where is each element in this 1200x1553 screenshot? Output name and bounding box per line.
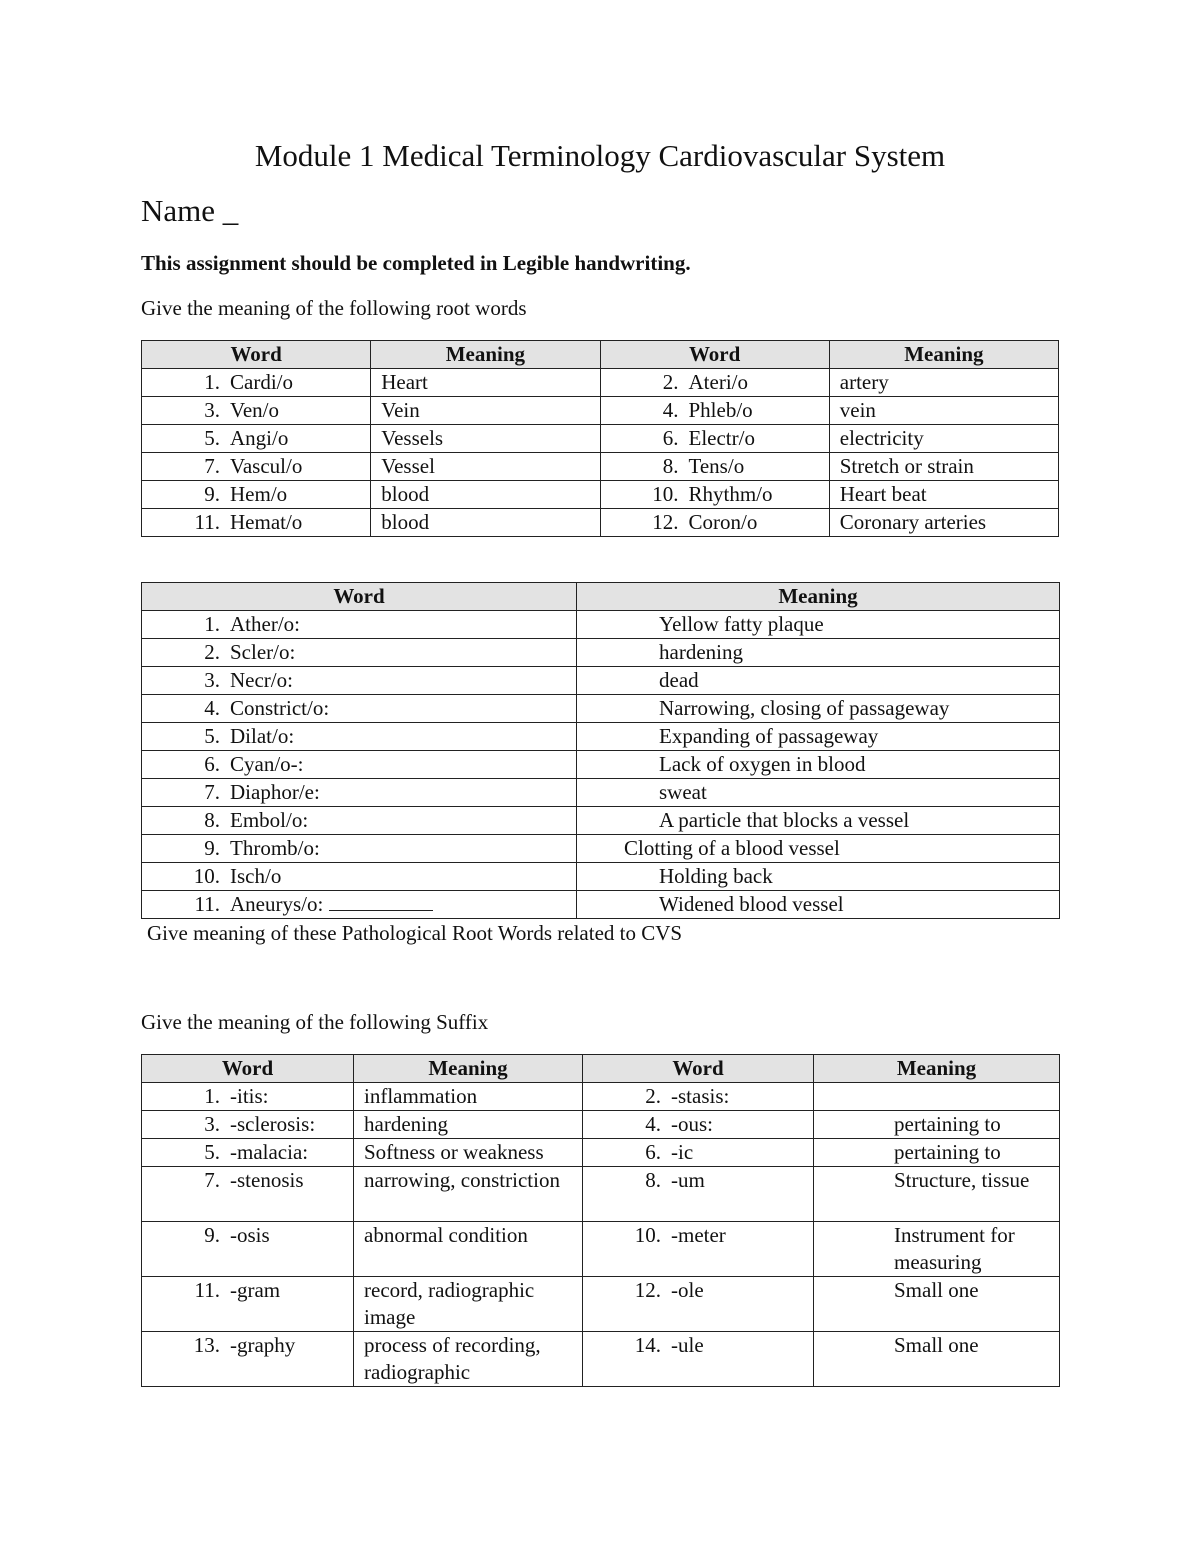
word-cell — [142, 481, 371, 509]
table-row — [142, 453, 1059, 481]
table-row — [142, 835, 1060, 863]
meaning-cell: Narrowing, closing of passageway — [577, 695, 1060, 723]
word-cell — [142, 1332, 354, 1387]
root-word: Aneurys/o: — [230, 892, 324, 916]
suffix: -ole — [671, 1278, 704, 1302]
page-title: Module 1 Medical Terminology Cardiovascular System — [254, 138, 946, 173]
item-number: 1. — [204, 370, 220, 394]
table-row — [142, 1222, 1060, 1277]
item-number: 3. — [204, 668, 220, 692]
meaning-cell: Small one — [814, 1332, 1060, 1387]
word-cell — [142, 509, 371, 537]
root-word: Dilat/o: — [230, 724, 295, 748]
meaning-cell: Lack of oxygen in blood — [577, 751, 1060, 779]
suffix: -ule — [671, 1333, 704, 1357]
table-row — [142, 1111, 1060, 1139]
item-number: 6. — [645, 1140, 661, 1164]
word-cell — [142, 1083, 354, 1111]
meaning-cell: artery — [829, 369, 1058, 397]
meaning-cell: dead — [577, 667, 1060, 695]
suffix: -sclerosis: — [230, 1112, 316, 1136]
meaning-cell: Heart — [371, 369, 600, 397]
word-cell — [142, 397, 371, 425]
suffix-table — [141, 1054, 1060, 1387]
word-cell — [583, 1332, 814, 1387]
item-number: 9. — [204, 482, 220, 506]
word-cell — [142, 779, 577, 807]
meaning-cell: vein — [829, 397, 1058, 425]
word-cell — [142, 891, 577, 919]
item-number: 10. — [652, 482, 679, 506]
instruction-text: This assignment should be completed in Legible handwriting. — [141, 251, 691, 275]
root-word: Coron/o — [688, 510, 758, 534]
word-cell — [583, 1167, 814, 1222]
item-number: 11. — [194, 1278, 220, 1302]
word-cell — [600, 425, 829, 453]
item-number: 14. — [634, 1333, 661, 1357]
meaning-cell: A particle that blocks a vessel — [577, 807, 1060, 835]
root-word: Tens/o — [688, 454, 745, 478]
table-row — [142, 509, 1059, 537]
word-cell — [583, 1277, 814, 1332]
item-number: 1. — [204, 1084, 220, 1108]
item-number: 13. — [193, 1333, 220, 1357]
word-cell — [142, 1111, 354, 1139]
word-cell — [142, 835, 577, 863]
word-cell — [600, 509, 829, 537]
meaning-cell: Vessel — [371, 453, 600, 481]
table-row — [142, 481, 1059, 509]
word-cell — [142, 1222, 354, 1277]
meaning-cell: process of recording, radiographic — [354, 1332, 583, 1387]
word-cell — [142, 369, 371, 397]
table-header-row — [142, 341, 1059, 369]
root-word: Rhythm/o — [688, 482, 773, 506]
pathological-roots-table — [141, 582, 1060, 919]
word-cell — [142, 723, 577, 751]
table-row — [142, 695, 1060, 723]
item-number: 11. — [194, 510, 220, 534]
item-number: 6. — [204, 752, 220, 776]
table-row — [142, 891, 1060, 919]
table-row — [142, 1167, 1060, 1222]
meaning-cell: Holding back — [577, 863, 1060, 891]
root-word: Isch/o — [230, 864, 282, 888]
word-cell — [600, 481, 829, 509]
meaning-cell: hardening — [354, 1111, 583, 1139]
meaning-cell: Structure, tissue — [814, 1167, 1060, 1222]
item-number: 3. — [204, 1112, 220, 1136]
suffix: -osis — [230, 1223, 270, 1247]
word-cell — [142, 751, 577, 779]
root-word: Diaphor/e: — [230, 780, 320, 804]
item-number: 1. — [204, 612, 220, 636]
table-row — [142, 639, 1060, 667]
suffix: -um — [671, 1168, 705, 1192]
column-header-word: Word — [142, 1055, 354, 1083]
word-cell — [583, 1139, 814, 1167]
item-number: 4. — [645, 1112, 661, 1136]
item-number: 8. — [662, 454, 679, 478]
root-word: Ather/o: — [230, 612, 300, 636]
meaning-cell: blood — [371, 481, 600, 509]
meaning-cell: Expanding of passageway — [577, 723, 1060, 751]
meaning-cell: Coronary arteries — [829, 509, 1058, 537]
item-number: 2. — [645, 1084, 661, 1108]
meaning-cell: Vessels — [371, 425, 600, 453]
item-number: 5. — [204, 426, 220, 450]
root-word: Hemat/o — [230, 510, 303, 534]
suffix: -stasis: — [671, 1084, 730, 1108]
meaning-cell: Heart beat — [829, 481, 1058, 509]
item-number: 3. — [204, 398, 220, 422]
meaning-cell: pertaining to — [814, 1111, 1060, 1139]
meaning-cell: hardening — [577, 639, 1060, 667]
name-label: Name _ — [141, 193, 239, 228]
meaning-cell: electricity — [829, 425, 1058, 453]
word-cell — [142, 1167, 354, 1222]
column-header-word: Word — [142, 583, 577, 611]
column-header-meaning: Meaning — [829, 341, 1058, 369]
column-header-meaning: Meaning — [814, 1055, 1060, 1083]
meaning-cell: abnormal condition — [354, 1222, 583, 1277]
table-row — [142, 1139, 1060, 1167]
root-word: Embol/o: — [230, 808, 309, 832]
table-row — [142, 751, 1060, 779]
table-header-row — [142, 1055, 1060, 1083]
word-cell — [600, 369, 829, 397]
column-header-word: Word — [600, 341, 829, 369]
meaning-cell: inflammation — [354, 1083, 583, 1111]
suffix: -meter — [671, 1223, 726, 1247]
root-word: Ateri/o — [688, 370, 748, 394]
table-row — [142, 667, 1060, 695]
root-word: Thromb/o: — [230, 836, 320, 860]
suffix: -graphy — [230, 1333, 296, 1357]
item-number: 8. — [645, 1168, 661, 1192]
table-row — [142, 397, 1059, 425]
table-row — [142, 425, 1059, 453]
table-row — [142, 1277, 1060, 1332]
word-cell — [142, 667, 577, 695]
item-number: 5. — [204, 724, 220, 748]
item-number: 11. — [194, 892, 220, 916]
meaning-cell: Small one — [814, 1277, 1060, 1332]
column-header-meaning: Meaning — [354, 1055, 583, 1083]
word-cell — [142, 863, 577, 891]
word-cell — [142, 611, 577, 639]
suffix: -malacia: — [230, 1140, 309, 1164]
word-cell — [142, 639, 577, 667]
word-cell — [142, 1277, 354, 1332]
table-row — [142, 611, 1060, 639]
meaning-cell: Yellow fatty plaque — [577, 611, 1060, 639]
suffix: -ous: — [671, 1112, 713, 1136]
root-word: Cyan/o-: — [230, 752, 304, 776]
item-number: 4. — [662, 398, 679, 422]
table-row — [142, 807, 1060, 835]
suffix: -gram — [230, 1278, 281, 1302]
suffix: -stenosis — [230, 1168, 304, 1192]
meaning-cell: Instrument for measuring — [814, 1222, 1060, 1277]
word-cell — [600, 453, 829, 481]
meaning-cell: narrowing, constriction — [354, 1167, 583, 1222]
word-cell — [583, 1083, 814, 1111]
meaning-cell: Widened blood vessel — [577, 891, 1060, 919]
meaning-cell — [814, 1083, 1060, 1111]
table-row — [142, 863, 1060, 891]
column-header-word: Word — [583, 1055, 814, 1083]
meaning-cell: Vein — [371, 397, 600, 425]
meaning-cell: Softness or weakness — [354, 1139, 583, 1167]
item-number: 2. — [204, 640, 220, 664]
word-cell — [142, 453, 371, 481]
meaning-cell: Clotting of a blood vessel — [577, 835, 1060, 863]
root-word: Electr/o — [688, 426, 755, 450]
suffix: -itis: — [230, 1084, 269, 1108]
table-row — [142, 779, 1060, 807]
word-cell — [583, 1111, 814, 1139]
pathological-roots-caption: Give meaning of these Pathological Root Words related to CVS — [147, 921, 683, 945]
item-number: 10. — [634, 1223, 661, 1247]
item-number: 12. — [634, 1278, 661, 1302]
root-word: Cardi/o — [230, 370, 293, 394]
word-cell — [142, 425, 371, 453]
column-header-word: Word — [142, 341, 371, 369]
item-number: 7. — [204, 454, 220, 478]
meaning-cell: pertaining to — [814, 1139, 1060, 1167]
item-number: 2. — [662, 370, 679, 394]
item-number: 12. — [652, 510, 679, 534]
table-header-row — [142, 583, 1060, 611]
root-word: Phleb/o — [688, 398, 753, 422]
column-header-meaning: Meaning — [371, 341, 600, 369]
word-cell — [142, 807, 577, 835]
table-row — [142, 1083, 1060, 1111]
table-row — [142, 723, 1060, 751]
word-cell — [142, 1139, 354, 1167]
root-word: Vascul/o — [230, 454, 303, 478]
item-number: 7. — [204, 1168, 220, 1192]
meaning-cell: sweat — [577, 779, 1060, 807]
item-number: 5. — [204, 1140, 220, 1164]
table-row — [142, 1332, 1060, 1387]
item-number: 6. — [662, 426, 679, 450]
root-word: Hem/o — [230, 482, 288, 506]
item-number: 9. — [204, 1223, 220, 1247]
root-word: Ven/o — [230, 398, 279, 422]
word-cell — [142, 695, 577, 723]
root-word: Angi/o — [230, 426, 289, 450]
root-words-table — [141, 340, 1059, 537]
column-header-meaning: Meaning — [577, 583, 1060, 611]
item-number: 8. — [204, 808, 220, 832]
root-words-prompt: Give the meaning of the following root words — [141, 296, 527, 320]
root-word: Necr/o: — [230, 668, 293, 692]
item-number: 9. — [204, 836, 220, 860]
table-row — [142, 369, 1059, 397]
answer-blank-line — [329, 892, 433, 911]
meaning-cell: Stretch or strain — [829, 453, 1058, 481]
root-word: Scler/o: — [230, 640, 296, 664]
word-cell — [600, 397, 829, 425]
meaning-cell: record, radiographic image — [354, 1277, 583, 1332]
root-word: Constrict/o: — [230, 696, 330, 720]
meaning-cell: blood — [371, 509, 600, 537]
item-number: 7. — [204, 780, 220, 804]
suffix: -ic — [671, 1140, 694, 1164]
item-number: 4. — [204, 696, 220, 720]
word-cell — [583, 1222, 814, 1277]
suffix-prompt: Give the meaning of the following Suffix — [141, 1010, 489, 1034]
item-number: 10. — [193, 864, 220, 888]
